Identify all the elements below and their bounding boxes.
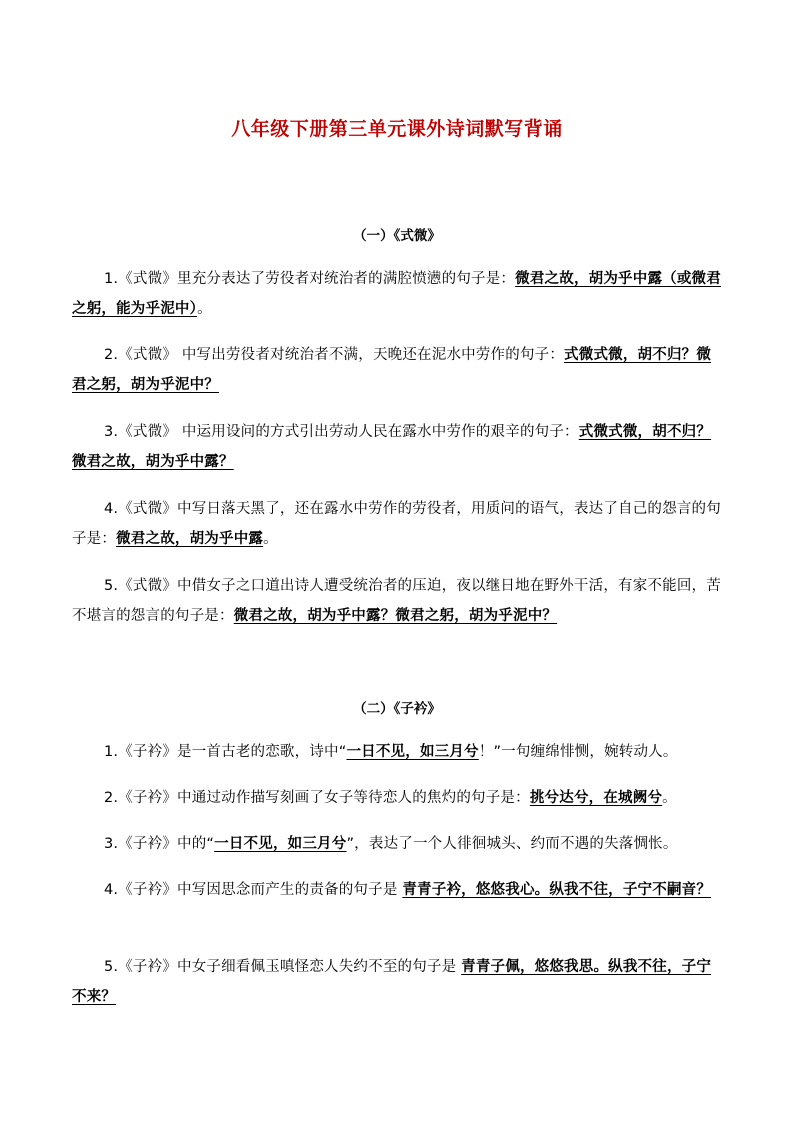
question-text: 4.《子衿》中写因思念而产生的责备的句子是: [104, 882, 403, 898]
answer-text: 微君之故，胡为乎中露: [116, 530, 264, 547]
list-item: [72, 875, 724, 905]
question-text: 3.《式微》 中运用设问的方式引出劳动人民在露水中劳作的艰辛的句子：: [104, 424, 579, 440]
answer-text: 青青子衿，悠悠我心。纵我不往，子宁不嗣音？: [402, 881, 712, 898]
question-text: 3.《子衿》中的“: [104, 836, 215, 852]
list-item: [72, 952, 724, 1012]
question-text: 4.《式微》中写日落天黑了，还在露水中劳作的劳役者，用质问的语气，表达了自己的怨言的句子是：: [72, 501, 721, 547]
document-title: 八年级下册第三单元课外诗词默写背诵: [231, 118, 563, 140]
question-text: 2.《子衿》中通过动作描写刻画了女子等待恋人的焦灼的句子是：: [104, 790, 530, 806]
answer-text: 式微式微，胡不归？微君之躬，胡为乎泥中？: [72, 346, 712, 393]
question-text: 1.《式微》里充分表达了劳役者对统治者的满腔愤懑的句子是：: [104, 271, 516, 287]
trailing-text: ”，表达了一个人徘徊城头、约而不遇的失落惆怅。: [346, 836, 678, 852]
answer-text: 式微式微，胡不归？微君之故，胡为乎中露？: [72, 423, 712, 470]
trailing-text: 。: [263, 531, 278, 547]
answer-text: 微君之故，胡为乎中露（或微君之躬，能为乎泥中）: [72, 270, 721, 317]
question-text: 1.《子衿》是一首古老的恋歌，诗中“: [104, 744, 347, 760]
section-heading-zijin: （二）《子衿》: [353, 701, 441, 717]
list-item: [72, 829, 724, 859]
section-heading-shiwei: （一）《式微》: [353, 228, 441, 244]
trailing-text: 。: [197, 301, 212, 317]
trailing-text: ！”一句缠绵悱恻，婉转动人。: [478, 744, 678, 760]
answer-text: 一日不见，如三月兮: [214, 835, 347, 852]
answer-text: 挑兮达兮，在城阙兮: [529, 789, 663, 806]
list-item: [72, 264, 724, 324]
answer-text: 微君之故，胡为乎中露？微君之躬，胡为乎泥中？: [233, 607, 558, 624]
question-text: 5.《子衿》中女子细看佩玉嗔怪恋人失约不至的句子是: [104, 959, 462, 975]
list-item: [72, 494, 724, 554]
answer-text: 青青子佩，悠悠我思。纵我不往，子宁不来？: [72, 958, 712, 1005]
list-item: [72, 571, 724, 631]
list-item: [72, 783, 724, 813]
list-item: [72, 340, 724, 400]
answer-text: 一日不见，如三月兮: [346, 743, 479, 760]
list-item: [72, 737, 724, 767]
list-item: [72, 417, 724, 477]
question-text: 5.《式微》中借女子之口道出诗人遭受统治者的压迫，夜以继日地在野外干活，有家不能回，苦不堪言的怨言的句子是：: [72, 578, 721, 624]
question-text: 2.《式微》 中写出劳役者对统治者不满，天晚还在泥水中劳作的句子：: [104, 347, 565, 363]
trailing-text: 。: [662, 790, 677, 806]
